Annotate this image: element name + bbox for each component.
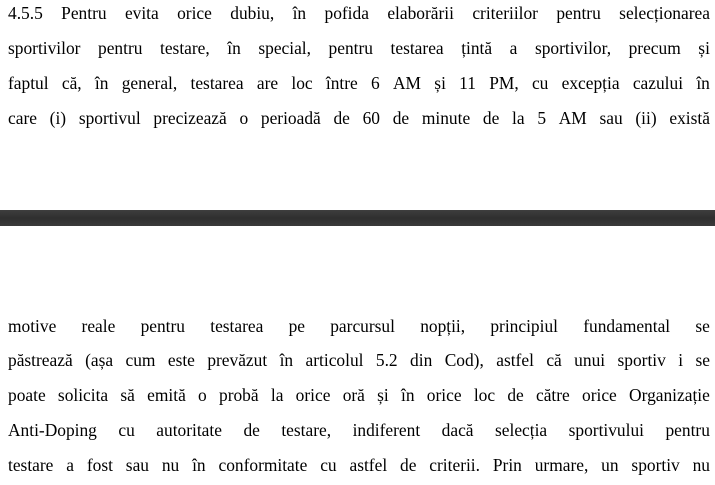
word: pentru: [98, 38, 143, 58]
word: din: [410, 350, 433, 370]
word: pentru: [140, 316, 185, 336]
word: de: [333, 108, 350, 128]
word: că: [546, 350, 562, 370]
word: probă: [219, 385, 259, 405]
word: și: [698, 38, 710, 58]
word: și: [434, 73, 446, 93]
word: 11: [459, 73, 476, 93]
word: precum: [628, 38, 681, 58]
word: astfel: [349, 455, 388, 475]
word: o: [198, 385, 207, 405]
word: 6: [371, 73, 380, 93]
word: cu: [118, 420, 135, 440]
word: dubiu,: [230, 3, 275, 23]
word: și: [377, 385, 389, 405]
word: există: [669, 108, 710, 128]
word: de: [482, 108, 500, 128]
word: nopții,: [420, 316, 466, 336]
word: poate: [8, 385, 46, 405]
word: în: [401, 385, 415, 405]
word: de: [400, 455, 417, 475]
word: cazului: [632, 73, 684, 93]
word: este: [167, 350, 195, 370]
word: emită: [147, 385, 186, 405]
word: solicita: [57, 385, 109, 405]
word: care: [8, 108, 37, 128]
word: parcursul: [330, 316, 395, 336]
word: testarea: [190, 73, 244, 93]
word: general,: [121, 73, 178, 93]
word: la: [512, 108, 525, 128]
word: să: [120, 385, 135, 405]
word: pentru: [328, 38, 373, 58]
word: dacă: [441, 420, 474, 440]
word: Organizație: [629, 385, 710, 405]
word: în: [696, 73, 710, 93]
word: oră: [342, 385, 365, 405]
word: la: [270, 385, 284, 405]
word: pentru: [665, 420, 710, 440]
text-line: [8, 103, 710, 133]
word: sportiv: [631, 455, 680, 475]
word: se: [695, 316, 710, 336]
word: astfel: [496, 350, 534, 370]
word: se: [695, 350, 710, 370]
word: precizează: [153, 108, 227, 128]
word: sportivilor,: [534, 38, 612, 58]
word: în: [227, 38, 241, 58]
word: prevăzut: [207, 350, 268, 370]
word: selecția: [495, 420, 548, 440]
word: special,: [258, 38, 311, 58]
word: urmare,: [534, 455, 589, 475]
word: loc: [473, 385, 496, 405]
word: orice: [177, 3, 212, 23]
word: în: [292, 3, 307, 23]
word: o: [239, 108, 249, 128]
word: elaborării: [387, 3, 454, 23]
word: AM: [558, 108, 587, 128]
word: perioadă: [260, 108, 321, 128]
word: Pentru: [61, 3, 107, 23]
word: faptul: [8, 73, 49, 93]
word: nu: [692, 455, 710, 475]
word: Cod),: [444, 350, 484, 370]
word: unui: [574, 350, 606, 370]
word: orice: [295, 385, 331, 405]
text-line: [8, 345, 710, 375]
word: AM: [393, 73, 422, 93]
word: orice: [582, 385, 617, 405]
word: păstrează: [8, 350, 73, 370]
word: (i): [49, 108, 67, 128]
word: pentru: [556, 3, 601, 23]
word: testarea: [390, 38, 444, 58]
word: testare,: [160, 38, 210, 58]
word: are: [256, 73, 279, 93]
word: a: [66, 455, 74, 475]
word: de: [507, 385, 524, 405]
word: sportivilor: [8, 38, 81, 58]
word: articolul: [305, 350, 364, 370]
word: selecționarea: [619, 3, 710, 23]
word: testare: [8, 455, 54, 475]
word: de: [392, 108, 410, 128]
word: fost: [86, 455, 113, 475]
word: (ii): [635, 108, 657, 128]
word: țintă: [461, 38, 493, 58]
word: criteriilor: [472, 3, 538, 23]
document-page-bottom: [0, 226, 715, 485]
word: i: [678, 350, 684, 370]
word: cu: [320, 455, 337, 475]
word: 60: [362, 108, 380, 128]
word: nu: [161, 455, 180, 475]
text-line: [8, 0, 710, 28]
text-line: [8, 450, 710, 480]
word: 5: [537, 108, 547, 128]
word: un: [601, 455, 619, 475]
word: sau: [125, 455, 149, 475]
word: în: [94, 73, 109, 93]
word: testare,: [281, 420, 332, 440]
word: pe: [288, 316, 305, 336]
word: că,: [61, 73, 82, 93]
word: sportivului: [568, 420, 644, 440]
word: indiferent: [352, 420, 421, 440]
word: PM,: [489, 73, 519, 93]
word: sportiv: [617, 350, 666, 370]
word: evita: [124, 3, 159, 23]
word: cum: [125, 350, 156, 370]
word: orice: [426, 385, 462, 405]
word: reale: [81, 316, 116, 336]
word: Anti-Doping: [8, 420, 97, 440]
text-line: [8, 415, 710, 445]
word: conformitate: [218, 455, 308, 475]
word: pofida: [324, 3, 369, 23]
word: sau: [599, 108, 623, 128]
word: 4.5.5: [8, 3, 43, 23]
word: autoritate: [156, 420, 222, 440]
word: în: [279, 350, 294, 370]
word: între: [325, 73, 358, 93]
page-separator: [0, 210, 715, 226]
word: Prin: [492, 455, 522, 475]
word: către: [535, 385, 570, 405]
word: minute: [421, 108, 471, 128]
word: fundamental: [583, 316, 671, 336]
document-page-top: [0, 0, 715, 210]
word: testarea: [210, 316, 264, 336]
word: principiul: [490, 316, 558, 336]
word: 5.2: [375, 350, 398, 370]
text-line: [8, 380, 710, 410]
word: (așa: [85, 350, 114, 370]
word: loc: [291, 73, 313, 93]
word: excepția: [561, 73, 620, 93]
word: sportivul: [78, 108, 141, 128]
word: în: [192, 455, 206, 475]
text-line: [8, 33, 710, 63]
word: a: [509, 38, 518, 58]
word: cu: [531, 73, 549, 93]
text-line: [8, 311, 710, 341]
word: motive: [8, 316, 57, 336]
word: de: [243, 420, 260, 440]
text-line: [8, 68, 710, 98]
word: criterii.: [429, 455, 480, 475]
